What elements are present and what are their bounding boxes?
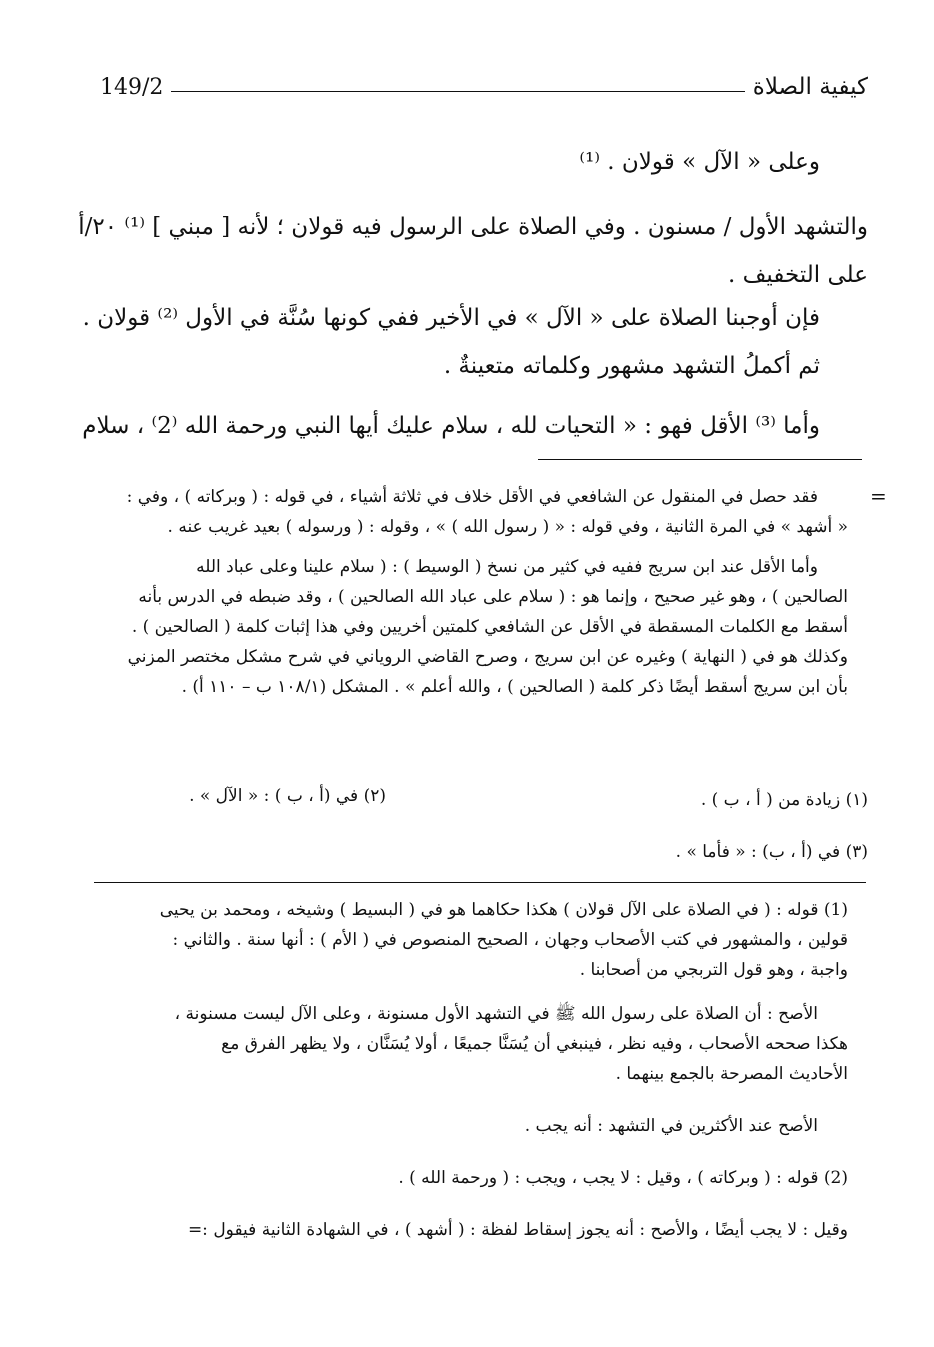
editor-notes [62, 482, 848, 702]
commentary [62, 895, 848, 1245]
commentary-line: الأحاديث المصرحة بالجمع بينهما . [615, 1064, 848, 1084]
running-title: كيفية الصلاة [752, 74, 868, 100]
main-line: وعلى « الآل » قولان . ⁽¹⁾ [579, 149, 820, 175]
variant-note-3: (٣) في (أ ، ب) : « فأما » . [675, 842, 868, 862]
editor-note-line: فقد حصل في المنقول عن الشافعي في الأقل خلاف في ثلاثة أشياء ، في قوله : ( وبركاته ) ، وفي : [126, 487, 818, 507]
variant-note-2: (٢) في (أ ، ب ) : « الآل » . [189, 786, 386, 806]
running-header [100, 60, 868, 100]
commentary-line: (1) قوله : ( في الصلاة على الآل قولان ) هكذا حكاهما هو في ( البسيط ) وشيخه ، ومحمد بن يحيى [159, 900, 848, 920]
commentary-line: هكذا صححه الأصحاب ، وفيه نظر ، فينبغي أن يُسَنَّا جميعًا ، أولا يُسَنَّان ، ولا يظهر الفرق مع [221, 1034, 848, 1054]
editor-note-line: الصالحين ) ، وهو غير صحيح ، وإنما هو : ( سلام على عباد الله الصالحين ) ، وقد ضبطه في الدرس بأنه [138, 587, 848, 607]
editor-note-line: أسقط مع الكلمات المسقطة في الأقل عن الشافعي كلمتين أخريين وفي هذا إثبات كلمة ( الصالحين ) . [131, 617, 848, 637]
editor-note-line: وأما الأقل عند ابن سريج ففيه في كثير من نسخ ( الوسيط ) : ( سلام علينا وعلى عباد الله [196, 557, 818, 577]
main-line: والتشهد الأول / مسنون . وفي الصلاة على الرسول فيه قولان ؛ لأنه [ مبني ] ⁽¹⁾ ٢٠/أ [78, 214, 868, 240]
main-line: ثم أكملُ التشهد مشهور وكلماته متعينةٌ . [443, 353, 820, 379]
commentary-separator [94, 882, 866, 883]
editor-note-line: وكذلك هو في ( النهاية ) وغيره عن ابن سريج ، وصرح القاضي الروياني في شرح مشكل مختصر المزني [127, 647, 848, 667]
commentary-line: الأصح عند الأكثرين في التشهد : أنه يجب . [524, 1116, 818, 1136]
commentary-line: الأصح : أن الصلاة على رسول الله ﷺ في التشهد الأول مسنونة ، وعلى الآل ليست مسنونة ، [174, 1004, 818, 1024]
variant-note-1: (١) زيادة من ( أ ، ب ) . [700, 790, 868, 810]
editor-note-line: « أشهد » في المرة الثانية ، وفي قوله : « ( رسول الله ) » ، وقوله : ( ورسوله ) بعيد غريب عنه . [167, 517, 848, 537]
main-line: وأما ⁽³⁾ الأقل فهو : « التحيات لله ، سلام عليك أيها النبي ورحمة الله ⁽2⁾ ، سلام [82, 413, 820, 439]
commentary-line: وقيل : لا يجب أيضًا ، والأصح : أنه يجوز إسقاط لفظة : ( أشهد ) ، في الشهادة الثانية فيقول := [187, 1220, 848, 1240]
commentary-line: واجبة ، وهو قول التربجي من أصحابنا . [579, 960, 848, 980]
commentary-line: (2) قوله : ( وبركاته ) ، وقيل : لا يجب ، ويجب : ( ورحمة الله ) . [398, 1168, 848, 1188]
commentary-line: قولين ، والمشهور في كتب الأصحاب وجهان ، الصحيح المنصوص في ( الأم ) : أنها سنة . والثاني : [172, 930, 848, 950]
page-number: 149/2 [100, 75, 164, 100]
continuation-mark: = [870, 484, 887, 508]
footnote-separator [538, 459, 862, 460]
main-line: على التخفيف . [727, 262, 868, 288]
header-rule [171, 91, 744, 92]
main-line: فإن أوجبنا الصلاة على « الآل » في الأخير ففي كونها سُنَّة في الأول ⁽²⁾ قولان . [82, 305, 820, 331]
editor-note-line: بأن ابن سريج أسقط أيضًا ذكر كلمة ( الصالحين ) ، والله أعلم » . المشكل (١٠٨/١ ب – ١١٠ أ) . [181, 677, 848, 697]
